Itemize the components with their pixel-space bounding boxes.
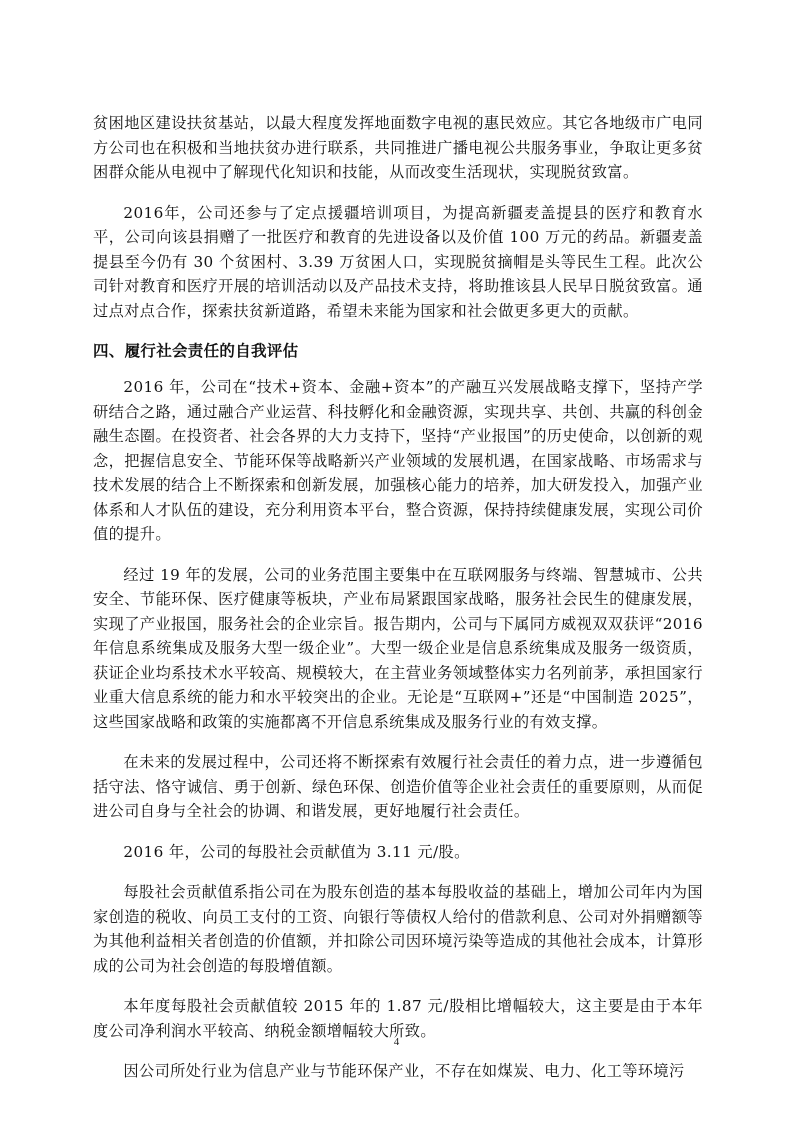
paragraph-poverty-base-stations: 贫困地区建设扶贫基站，以最大程度发挥地面数字电视的惠民效应。其它各地级市广电同方公司也在积极和当地扶贫办进行联系，共同推进广播电视公共服务事业，争取让更多贫困群众能从电视中了解现代化知识和技能，从而改变生活现状，实现脱贫致富。 bbox=[93, 114, 703, 181]
paragraph-strategy: 2016 年，公司在“技术+资本、金融+资本”的产融互兴发展战略支撑下，坚持产学研结合之路，通过融合产业运营、科技孵化和金融资源，实现共享、共创、共赢的科创金融生态圈。在投资者、社会各界的大力支持下，坚持“产业报国”的历史使命，以创新的观念，把握信息安全、节能环保等战略新兴产业领域的发展机遇，在国家战略、市场需求与技术发展的结合上不断探索和创新发展，加强核心能力的培养，加大研发投入，加强产业体系和人才队伍的建设，充分利用资本平台，整合资源，保持持续健康发展，实现公司价值的提升。 bbox=[93, 378, 703, 543]
section-heading-self-assessment: 四、履行社会责任的自我评估 bbox=[93, 342, 299, 360]
paragraph-industry: 因公司所处行业为信息产业与节能环保产业，不存在如煤炭、电力、化工等环境污 bbox=[123, 1062, 685, 1080]
paragraph-development: 经过 19 年的发展，公司的业务范围主要集中在互联网服务与终端、智慧城市、公共安全、节能环保、医疗健康等板块，产业布局紧跟国家战略，服务社会民生的健康发展，实现了产业报国，服务社会的企业宗旨。报告期内，公司与下属同方威视双双获评“2016 年信息系统集成及服务大型一级企业”。大型一级企业是信息系统集成及服务一级资质，获证企业均系技术水平较高、规模较大，在主营业务领域整体实力名列前茅，承担国家行业重大信息系统的能力和水平较突出的企业。无论是“互联网+”还是“中国制造 2025”，这些国家战略和政策的实施都离不开信息系统集成及服务行业的有效支撑。 bbox=[93, 565, 703, 731]
paragraph-xinjiang-training: 2016年，公司还参与了定点援疆培训项目，为提高新疆麦盖提县的医疗和教育水平，公司向该县捐赠了一批医疗和教育的先进设备以及价值 100 万元的药品。新疆麦盖提县至今仍有 30 个贫困村、3.39 万贫困人口，实现脱贫摘帽是头等民生工程。此次公司针对教育和医疗开展的培训活动以及产品技术支持，将助推该县人民早日脱贫致富。通过点对点合作，探索扶贫新道路，希望未来能为国家和社会做更多更大的贡献。 bbox=[93, 203, 703, 320]
paragraph-future: 在未来的发展过程中，公司还将不断探索有效履行社会责任的着力点，进一步遵循包括守法、恪守诚信、勇于创新、绿色环保、创造价值等企业社会责任的重要原则，从而促进公司自身与全社会的协调、和谐发展，更好地履行社会责任。 bbox=[93, 753, 703, 820]
paragraph-contribution-value: 2016 年，公司的每股社会贡献值为 3.11 元/股。 bbox=[123, 842, 470, 861]
document-page bbox=[93, 111, 703, 1084]
paragraph-yoy-comparison: 本年度每股社会贡献值较 2015 年的 1.87 元/股相比增幅较大，这主要是由于本年度公司净利润水平较高、纳税金额增幅较大所致。 bbox=[93, 997, 703, 1040]
paragraph-contribution-definition: 每股社会贡献值系指公司在为股东创造的基本每股收益的基础上，增加公司年内为国家创造的税收、向员工支付的工资、向银行等债权人给付的借款利息、公司对外捐赠额等为其他利益相关者创造的价值额，并扣除公司因环境污染等造成的其他社会成本，计算形成的公司为社会创造的每股增值额。 bbox=[93, 883, 703, 975]
page-number: 4 bbox=[393, 1036, 400, 1048]
